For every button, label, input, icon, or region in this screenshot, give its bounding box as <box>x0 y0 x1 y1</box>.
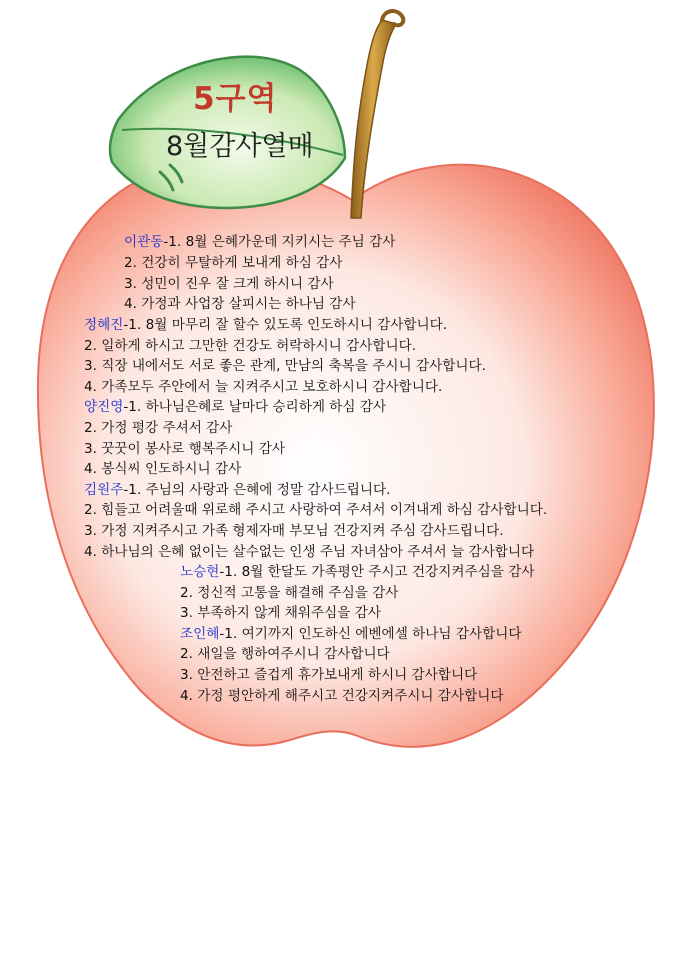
entry-line <box>180 626 522 642</box>
entry-line: 2. 정신적 고통을 해결해 주심을 감사 <box>180 585 399 601</box>
entry-line: 3. 가정 지켜주시고 가족 형제자매 부모님 건강지켜 주심 감사드립니다. <box>84 523 504 539</box>
entry-line: 2. 건강히 무탈하게 보내게 하심 감사 <box>124 255 343 271</box>
entry-text: -1. 8월 한달도 가족평안 주시고 건강지켜주심을 감사 <box>219 564 535 580</box>
entry-line: 4. 가족모두 주안에서 늘 지켜주시고 보호하시니 감사합니다. <box>84 379 443 395</box>
entry-line: 3. 꿋꿋이 봉사로 행복주시니 감사 <box>84 441 285 457</box>
entry-line: 3. 직장 내에서도 서로 좋은 관계, 만남의 축복을 주시니 감사합니다. <box>84 358 486 374</box>
entry-line <box>180 564 535 580</box>
entry-text: -1. 8월 마무리 잘 할수 있도록 인도하시니 감사합니다. <box>123 317 448 333</box>
entry-line <box>84 399 386 415</box>
entry-text: -1. 8월 은혜가운데 지키시는 주님 감사 <box>163 234 396 250</box>
entry-line: 4. 봉식씨 인도하시니 감사 <box>84 461 242 477</box>
member-name: 양진영 <box>84 399 124 415</box>
member-name: 조인혜 <box>180 626 220 642</box>
entry-line: 3. 안전하고 즐겁게 휴가보내게 하시니 감사합니다 <box>180 667 478 683</box>
entry-line: 4. 가정과 사업장 살피시는 하나님 감사 <box>124 296 356 312</box>
entry-line: 3. 부족하지 않게 채워주심을 감사 <box>180 605 381 621</box>
entry-line <box>84 482 390 498</box>
entry-text: -1. 하나님은혜로 날마다 승리하게 하심 감사 <box>123 399 387 415</box>
entry-line: 2. 힘들고 어려울때 위로해 주시고 사랑하여 주셔서 이겨내게 하심 감사합니다. <box>84 502 548 518</box>
entry-line: 2. 가정 평강 주셔서 감사 <box>84 420 233 436</box>
entry-line <box>124 234 395 250</box>
entry-text: -1. 여기까지 인도하신 에벤에셀 하나님 감사합니다 <box>219 626 522 642</box>
entry-line <box>84 317 447 333</box>
entry-line: 2. 새일을 행하여주시니 감사합니다 <box>180 646 390 662</box>
member-name: 정혜진 <box>84 317 124 333</box>
entry-line: 2. 일하게 하시고 그만한 건강도 허락하시니 감사합니다. <box>84 338 417 354</box>
district-title: 5구역 <box>193 81 278 117</box>
member-name: 노승현 <box>180 564 220 580</box>
entry-text: -1. 주님의 사랑과 은혜에 정말 감사드립니다. <box>123 482 391 498</box>
entry-line: 3. 성민이 진우 잘 크게 하시니 감사 <box>124 276 334 292</box>
member-name: 김원주 <box>84 482 124 498</box>
entry-line: 4. 하나님의 은혜 없이는 살수없는 인생 주님 자녀삼아 주셔서 늘 감사합니다 <box>84 544 535 560</box>
entry-line: 4. 가정 평안하게 해주시고 건강지켜주시니 감사합니다 <box>180 688 504 704</box>
member-name: 이관동 <box>124 234 164 250</box>
leaf-subtitle: 8월감사열매 <box>166 131 314 162</box>
